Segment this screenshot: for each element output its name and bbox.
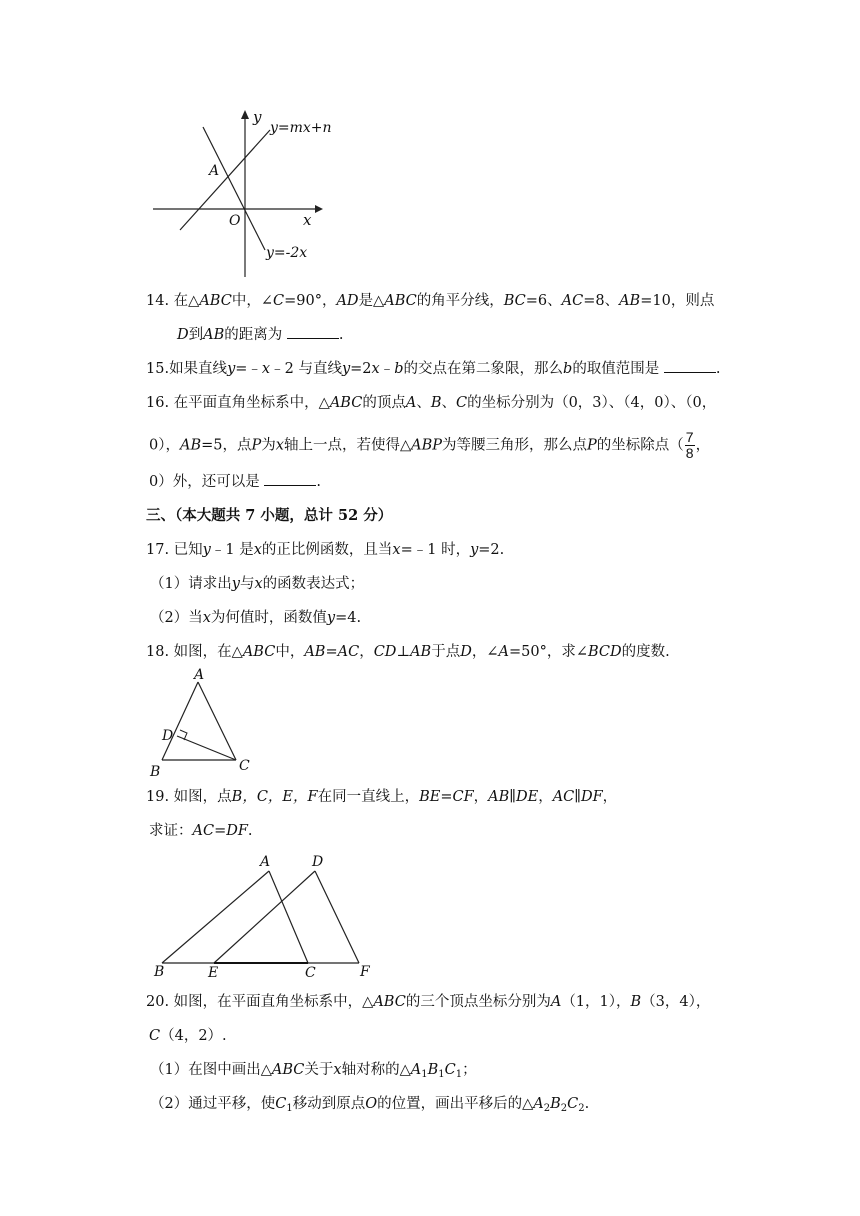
label-d: D (162, 728, 174, 744)
math: AC (192, 823, 215, 839)
question-number: 19. (146, 789, 170, 805)
math: y (341, 361, 351, 377)
q20-part2 (150, 1094, 589, 1114)
text: =﹣1 时， (400, 542, 471, 558)
answer-blank (287, 325, 339, 339)
math: ABC (329, 395, 363, 411)
text: 求证： (149, 823, 193, 839)
math: x (202, 610, 211, 626)
text: 的取值范围是 (572, 361, 660, 377)
q19-line1 (146, 787, 617, 807)
math: BCD (588, 644, 622, 660)
text: 与 (239, 576, 255, 592)
math: y (231, 576, 240, 592)
x-axis-label: x (303, 211, 312, 229)
q17-part2 (150, 608, 361, 628)
text: =﹣ (235, 361, 262, 377)
math: b (563, 361, 573, 377)
math: AB (488, 789, 510, 805)
math: ABC (242, 644, 276, 660)
text: 在同一直线上， (317, 789, 420, 805)
text: =10，则点 (640, 293, 715, 309)
text: 的交点在第二象限，那么 (403, 361, 564, 377)
math: BE (419, 789, 441, 805)
math: AC (552, 789, 575, 805)
label-d: D (312, 854, 324, 870)
text: 轴上一点，若使得△ (283, 437, 412, 454)
math: DF (580, 789, 603, 805)
origin-label: O (229, 213, 241, 229)
math: ABC (271, 1062, 305, 1078)
segment-cd (177, 736, 236, 760)
q20-line2 (149, 1026, 227, 1046)
q20-part1 (150, 1060, 477, 1080)
text: 在△ (173, 293, 200, 309)
math: AB (179, 437, 202, 454)
q20-line1 (146, 992, 710, 1012)
math: BC (503, 293, 526, 309)
text: ， (359, 644, 374, 660)
text: =8、 (583, 293, 620, 309)
text: ，∠ (471, 644, 499, 660)
math: x (333, 1062, 342, 1078)
y-axis-label: y (253, 108, 262, 126)
text: = (440, 789, 453, 805)
text: =6、 (525, 293, 562, 309)
math: D (177, 327, 189, 343)
text: 如图，点 (173, 789, 232, 805)
label-f: F (360, 964, 370, 978)
math: ABP (411, 437, 442, 454)
segment-ac (269, 871, 308, 963)
text: 的度数. (621, 644, 670, 660)
math: x (371, 361, 380, 377)
text: 为何值时，函数值 (210, 610, 327, 626)
q17-part1 (150, 574, 364, 594)
question-number: 16. (146, 395, 170, 411)
text: = (214, 823, 227, 839)
math: A (498, 644, 509, 660)
q19-figure (145, 848, 385, 978)
math: B (550, 1096, 561, 1112)
math: C (275, 1096, 287, 1112)
point-a-label: A (209, 163, 220, 179)
text: ∥ (574, 789, 581, 805)
text: 的距离为 (224, 327, 283, 343)
answer-blank (664, 359, 716, 373)
text: 、 (441, 395, 456, 411)
math: AB (410, 644, 432, 660)
math: P (251, 437, 262, 454)
text: 如图，在△ (173, 644, 243, 660)
text: （1）在图中画出△ (150, 1062, 272, 1078)
q18-line (146, 642, 670, 662)
text: （2）通过平移，使 (150, 1096, 276, 1112)
text: ， (695, 437, 711, 454)
text: ∥ (509, 789, 516, 805)
text: 如图，在平面直角坐标系中，△ (173, 994, 374, 1010)
text: 轴对称的△ (341, 1062, 411, 1078)
text: . (715, 361, 721, 377)
text: （3，4）， (641, 994, 711, 1010)
math: y (202, 542, 211, 558)
math: C (455, 395, 468, 411)
text: . (316, 474, 321, 490)
math: CF (452, 789, 474, 805)
text: 是△ (358, 293, 385, 309)
segment-ac (198, 682, 236, 760)
y-axis-arrow (241, 110, 249, 119)
math: C (272, 293, 285, 309)
text: ； (462, 1062, 477, 1078)
math: AB (304, 644, 326, 660)
math: DE (515, 789, 539, 805)
question-number: 17. (146, 542, 170, 558)
text: ⊥ (396, 644, 411, 660)
math: x (392, 542, 401, 558)
math: ABC (373, 994, 406, 1010)
text: 的顶点 (362, 395, 406, 411)
text: 的函数表达式； (262, 576, 365, 592)
math: AD (336, 293, 359, 309)
math: B (427, 1062, 439, 1078)
text: . (584, 1096, 590, 1112)
math: A (533, 1096, 544, 1112)
math: ABC (384, 293, 417, 309)
label-a: A (260, 854, 271, 870)
label-c: C (305, 965, 316, 978)
x-axis-arrow (315, 205, 323, 213)
text: （4，2）. (160, 1028, 227, 1044)
text: 为等腰三角形，那么点 (442, 437, 587, 454)
math: P (587, 437, 597, 454)
subscript: 2 (543, 1103, 551, 1114)
math: y (470, 542, 479, 558)
line-mx-n (180, 130, 270, 230)
math: C (149, 1028, 161, 1044)
math: C (444, 1062, 456, 1078)
q16-line1 (146, 393, 716, 413)
text: 0）， (149, 437, 180, 454)
question-number: 15. (146, 361, 170, 377)
question-number: 20. (146, 994, 170, 1010)
math: B，C，E，F (231, 789, 318, 805)
text: 、 (416, 395, 431, 411)
q13-figure (145, 105, 335, 280)
math: D (460, 644, 472, 660)
fraction-denominator: 8 (685, 445, 694, 461)
math: O (365, 1096, 378, 1112)
text: 移动到原点 (292, 1096, 366, 1112)
text: 关于 (304, 1062, 334, 1078)
segment-ab (162, 682, 198, 760)
label-a: A (194, 667, 205, 683)
text: ， (473, 789, 489, 805)
question-number: 14. (146, 293, 170, 309)
math: C (567, 1096, 579, 1112)
text: 已知 (173, 542, 203, 558)
text: ﹣ (379, 361, 395, 377)
label-b: B (150, 764, 161, 780)
text: ﹣2 与直线 (270, 361, 342, 377)
math: CD (373, 644, 397, 660)
question-number: 18. (146, 644, 170, 660)
math: B (630, 994, 642, 1010)
label-e: E (208, 965, 219, 978)
text: （1，1）， (561, 994, 631, 1010)
q16-line3 (149, 472, 321, 492)
label-c: C (239, 758, 250, 774)
math: b (394, 361, 404, 377)
math: y (326, 610, 336, 626)
text: ﹣1 是 (210, 542, 254, 558)
label-b: B (154, 964, 165, 978)
text: ， (538, 789, 553, 805)
text: =4. (335, 610, 362, 626)
subscript: 1 (286, 1103, 293, 1114)
math: x (253, 542, 262, 558)
q16-line2 (149, 430, 710, 461)
q18-figure (140, 664, 260, 782)
text: = (325, 644, 338, 660)
text: 如果直线 (169, 361, 228, 377)
fraction (685, 430, 695, 461)
subscript: 1 (438, 1069, 445, 1080)
text: 的三个顶点坐标分别为 (405, 994, 551, 1010)
math: x (254, 576, 263, 592)
fraction-numerator: 7 (685, 429, 694, 445)
math: x (275, 437, 284, 454)
subscript: 2 (560, 1103, 568, 1114)
text: （1）请求出 (150, 576, 232, 592)
line1-label: y=mx+n (270, 120, 332, 136)
text: =5，点 (201, 437, 252, 454)
q14-line2 (177, 325, 344, 345)
answer-blank (264, 472, 316, 486)
math: ABC (199, 293, 232, 309)
q14-line1 (146, 291, 714, 311)
math: A (405, 395, 417, 411)
subscript: 1 (421, 1069, 428, 1080)
subscript: 2 (578, 1103, 585, 1114)
segment-df (315, 871, 359, 963)
text: 到 (188, 327, 204, 343)
q15-line (146, 359, 721, 379)
text: 的坐标除点（ (596, 437, 684, 454)
text: . (338, 327, 344, 343)
text: 于点 (431, 644, 461, 660)
text: （2）当 (150, 610, 203, 626)
math: AC (561, 293, 584, 309)
math: AC (337, 644, 360, 660)
text: 的正比例函数，且当 (261, 542, 393, 558)
math: A (410, 1062, 422, 1078)
text: 0）外，还可以是 (149, 474, 260, 490)
segment-ba (162, 871, 269, 963)
math: AB (203, 327, 225, 343)
text: =2 (350, 361, 372, 377)
segment-ed (214, 871, 315, 963)
q19-line2 (149, 821, 253, 841)
math: y (227, 361, 236, 377)
line2-label: y=-2x (266, 245, 308, 261)
text: =90°， (284, 293, 337, 309)
text: . (247, 823, 253, 839)
text: 中，∠ (231, 293, 273, 309)
text: 的位置，画出平移后的△ (377, 1096, 534, 1112)
text: =2. (478, 542, 505, 558)
q17-line (146, 540, 504, 560)
text: 的角平分线， (416, 293, 504, 309)
math: x (261, 361, 271, 377)
text: 中， (275, 644, 305, 660)
text: ， (602, 789, 618, 805)
math: A (550, 994, 562, 1010)
text: 的坐标分别为（0，3）、（4，0）、（0， (467, 395, 717, 411)
subscript: 1 (455, 1069, 463, 1080)
math: DF (226, 823, 248, 839)
section-heading: 三、（本大题共 7 小题，总计 52 分） (146, 507, 393, 524)
math: AB (619, 293, 641, 309)
text: 在平面直角坐标系中，△ (173, 395, 330, 411)
math: B (430, 395, 442, 411)
text: =50°，求∠ (509, 644, 588, 660)
text: 为 (261, 437, 276, 454)
